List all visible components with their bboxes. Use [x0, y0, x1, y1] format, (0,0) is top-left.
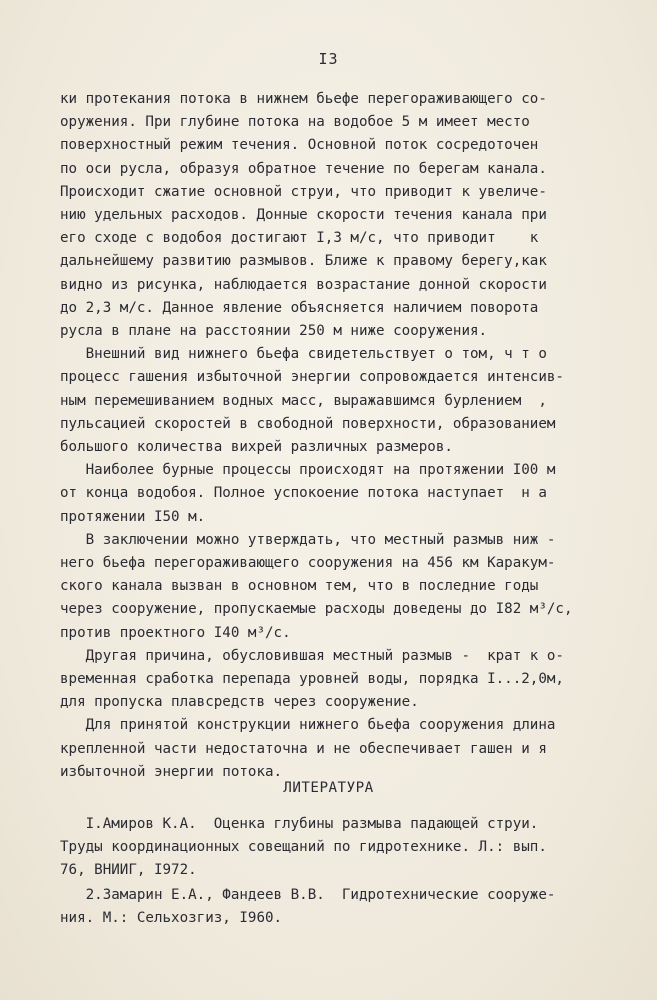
- reference-item: [60, 884, 610, 930]
- body-text: [60, 88, 605, 784]
- text-line: пульсацией скоростей в свободной поверхности, образованием: [60, 415, 556, 432]
- text-line: Происходит сжатие основной струи, что приводит к увеличе-: [60, 183, 547, 200]
- paragraph-3: [60, 459, 605, 529]
- text-line: I.Амиров К.А. Оценка глубины размыва падающей струи.: [60, 816, 539, 832]
- text-line: русла в плане на расстоянии 250 м ниже сооружения.: [60, 323, 488, 340]
- paragraph-4: [60, 529, 605, 645]
- text-line: до 2,3 м/с. Данное явление объясняется наличием поворота: [60, 299, 539, 316]
- text-line: Другая причина, обусловившая местный размыв - крат к о-: [60, 647, 564, 664]
- page-number: I3: [318, 50, 339, 68]
- text-line: большого количества вихрей различных размеров.: [60, 439, 453, 456]
- text-line: протяжении I50 м.: [60, 508, 206, 525]
- text-line: его сходе с водобоя достигают I,3 м/с, что приводит к: [60, 230, 539, 247]
- text-line: видно из рисунка, наблюдается возрастание донной скорости: [60, 276, 547, 293]
- text-line: В заключении можно утверждать, что местный размыв ниж -: [60, 531, 556, 548]
- reference-list: [60, 813, 610, 932]
- text-line: от конца водобоя. Полное успокоение потока наступает н а: [60, 485, 547, 502]
- text-line: оружения. При глубине потока на водобое 5 м имеет место: [60, 114, 530, 131]
- text-line: процесс гашения избыточной энергии сопровождается интенсив-: [60, 369, 564, 386]
- text-line: ным перемешиванием водных масс, выражавшимся бурлением ,: [60, 392, 547, 409]
- text-line: Для принятой конструкции нижнего бьефа сооружения длина: [60, 717, 556, 734]
- text-line: ния. М.: Сельхозгиз, I960.: [60, 910, 283, 926]
- text-line: через сооружение, пропускаемые расходы доведены до I82 м³/с,: [60, 601, 573, 618]
- paragraph-6: [60, 714, 605, 784]
- text-line: 2.Замарин Е.А., Фандеев В.В. Гидротехнические сооруже-: [60, 887, 556, 903]
- paragraph-5: [60, 645, 605, 715]
- literature-heading: ЛИТЕРАТУРА: [283, 780, 374, 796]
- paragraph-2: [60, 343, 605, 459]
- text-line: для пропуска плавсредств через сооружение.: [60, 694, 419, 711]
- text-line: Труды координационных совещаний по гидротехнике. Л.: вып.: [60, 839, 547, 855]
- text-line: Наиболее бурные процессы происходят на протяжении I00 м: [60, 462, 556, 479]
- text-line: нию удельных расходов. Донные скорости течения канала при: [60, 207, 547, 224]
- text-line: временная сработка перепада уровней воды, порядка I...2,0м,: [60, 671, 564, 688]
- text-line: поверхностный режим течения. Основной поток сосредоточен: [60, 137, 539, 154]
- text-line: него бьефа перегораживающего сооружения на 456 км Каракум-: [60, 555, 556, 572]
- text-line: по оси русла, образуя обратное течение по берегам канала.: [60, 160, 547, 177]
- text-line: 76, ВНИИГ, I972.: [60, 862, 197, 878]
- text-line: против проектного I40 м³/с.: [60, 624, 291, 641]
- text-line: избыточной энергии потока.: [60, 763, 283, 780]
- text-line: ки протекания потока в нижнем бьефе перегораживающего со-: [60, 91, 547, 107]
- reference-item: [60, 813, 610, 882]
- text-line: дальнейшему развитию размывов. Ближе к правому берегу,как: [60, 253, 547, 270]
- paragraph-1: [60, 88, 605, 343]
- text-line: ского канала вызван в основном тем, что в последние годы: [60, 578, 539, 595]
- text-line: крепленной части недостаточна и не обеспечивает гашен и я: [60, 740, 547, 757]
- text-line: Внешний вид нижнего бьефа свидетельствует о том, ч т о: [60, 346, 547, 363]
